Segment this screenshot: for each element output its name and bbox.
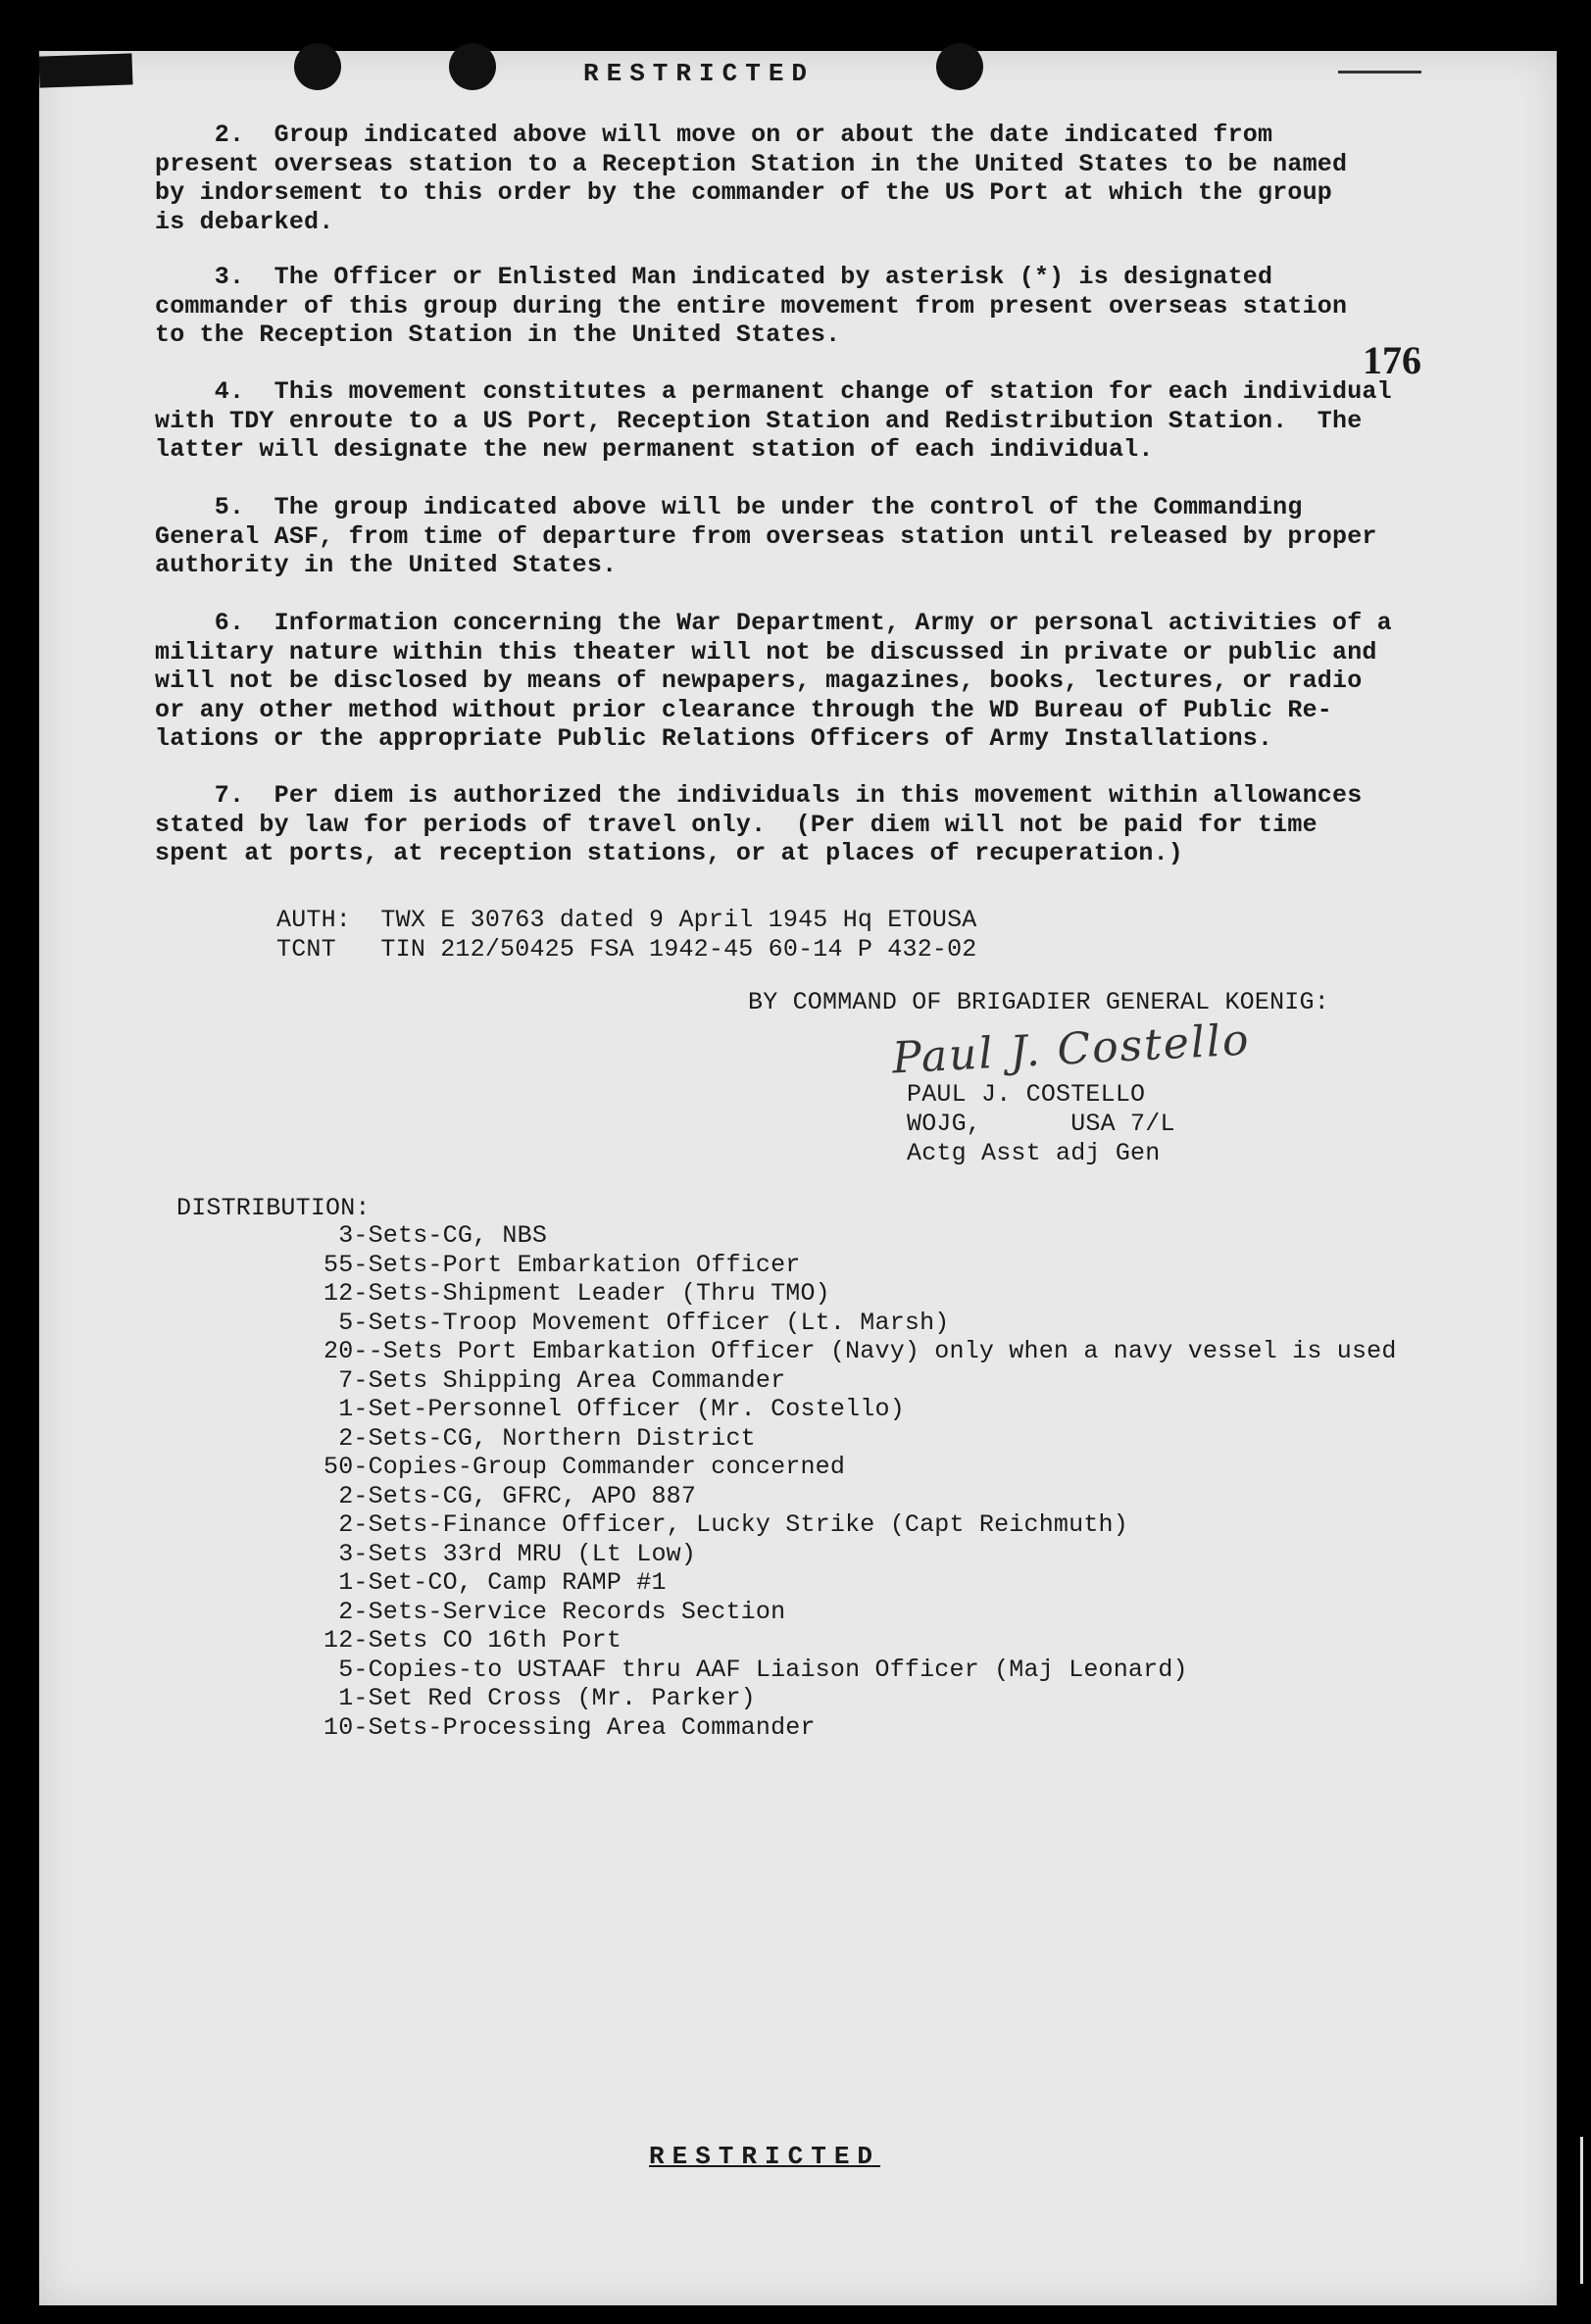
tape-mark [38, 53, 132, 87]
paragraph-5-line: General ASF, from time of departure from overseas station until released by proper [155, 521, 1377, 551]
paragraph-3-line: to the Reception Station in the United States. [155, 321, 841, 349]
distribution-item: 3-Sets-CG, NBS [323, 1221, 548, 1250]
paragraph-6-line: 6. Information concerning the War Department, Army or personal activities of a [155, 609, 1392, 637]
distribution-item: 1-Set-CO, Camp RAMP #1 [323, 1568, 667, 1597]
distribution-item: 5-Sets-Troop Movement Officer (Lt. Marsh) [323, 1308, 950, 1337]
distribution-item: 2-Sets-Finance Officer, Lucky Strike (Capt Reichmuth) [323, 1510, 1128, 1539]
distribution-list [323, 1221, 1397, 1742]
paragraph-2-line: present overseas station to a Reception Station in the United States to be named [155, 149, 1348, 178]
signer-name: PAUL J. COSTELLO [907, 1080, 1146, 1109]
header-dash [1338, 71, 1421, 74]
paragraph-7-line: stated by law for periods of travel only. (Per diem will not be paid for time [155, 810, 1318, 839]
tcnt-reference: TCNT TIN 212/50425 FSA 1942-45 60-14 P 432-02 [276, 935, 977, 964]
distribution-item: 10-Sets-Processing Area Commander [323, 1712, 816, 1742]
punch-hole [294, 43, 341, 90]
punch-hole [936, 43, 983, 90]
distribution-item: 2-Sets-Service Records Section [323, 1597, 786, 1626]
punch-hole [449, 43, 496, 90]
command-line: BY COMMAND OF BRIGADIER GENERAL KOENIG: [748, 988, 1329, 1016]
paragraph-6-line: military nature within this theater will not be discussed in private or public and [155, 637, 1377, 667]
distribution-item: 12-Sets CO 16th Port [323, 1626, 622, 1655]
paragraph-2-line: 2. Group indicated above will move on or about the date indicated from [155, 121, 1273, 149]
page-number: 176 [1363, 338, 1421, 382]
signer-title: Actg Asst adj Gen [907, 1139, 1161, 1167]
distribution-item: 55-Sets-Port Embarkation Officer [323, 1250, 801, 1279]
paragraph-6-line: lations or the appropriate Public Relations Officers of Army Installations. [155, 724, 1273, 753]
paragraph-4-line: with TDY enroute to a US Port, Reception Station and Redistribution Station. The [155, 406, 1363, 435]
distribution-item: 1-Set-Personnel Officer (Mr. Costello) [323, 1395, 905, 1423]
paragraph-4-line: latter will designate the new permanent station of each individual. [155, 435, 1154, 464]
edge-mark [1580, 2137, 1583, 2284]
handwritten-signature: Paul J. Costello [890, 1014, 1252, 1084]
distribution-item: 5-Copies-to USTAAF thru AAF Liaison Officer (Maj Leonard) [323, 1655, 1188, 1684]
paragraph-2-line: by indorsement to this order by the commander of the US Port at which the group [155, 178, 1332, 207]
paragraph-3-line: 3. The Officer or Enlisted Man indicated by asterisk (*) is designated [155, 263, 1273, 291]
paragraph-6-line: will not be disclosed by means of newpapers, magazines, books, lectures, or radio [155, 667, 1363, 695]
distribution-item: 50-Copies-Group Commander concerned [323, 1453, 846, 1481]
distribution-item: 3-Sets 33rd MRU (Lt Low) [323, 1539, 697, 1568]
distribution-item: 7-Sets Shipping Area Commander [323, 1365, 786, 1395]
distribution-item: 2-Sets-CG, Northern District [323, 1423, 756, 1453]
signer-rank: WOJG, USA 7/L [907, 1110, 1175, 1138]
header-classification: RESTRICTED [583, 59, 816, 88]
paragraph-6-line: or any other method without prior clearance through the WD Bureau of Public Re- [155, 695, 1332, 724]
distribution-title: DISTRIBUTION: [176, 1194, 371, 1222]
paragraph-2-line: is debarked. [155, 207, 334, 236]
distribution-item: 2-Sets-CG, GFRC, APO 887 [323, 1481, 697, 1510]
footer-classification: RESTRICTED [649, 2142, 881, 2171]
distribution-item: 1-Set Red Cross (Mr. Parker) [323, 1684, 756, 1712]
auth-reference: AUTH: TWX E 30763 dated 9 April 1945 Hq ETOUSA [276, 906, 977, 934]
paragraph-7-line: 7. Per diem is authorized the individuals in this movement within allowances [155, 781, 1363, 810]
paragraph-5-line: 5. The group indicated above will be under the control of the Commanding [155, 493, 1303, 521]
paragraph-4-line: 4. This movement constitutes a permanent change of station for each individual [155, 377, 1392, 406]
distribution-item: 12-Sets-Shipment Leader (Thru TMO) [323, 1279, 830, 1308]
paragraph-7-line: spent at ports, at reception stations, or at places of recuperation.) [155, 839, 1183, 867]
paragraph-3-line: commander of this group during the entire movement from present overseas station [155, 291, 1348, 321]
paragraph-5-line: authority in the United States. [155, 551, 618, 579]
distribution-item: 20--Sets Port Embarkation Officer (Navy) only when a navy vessel is used [323, 1337, 1397, 1365]
